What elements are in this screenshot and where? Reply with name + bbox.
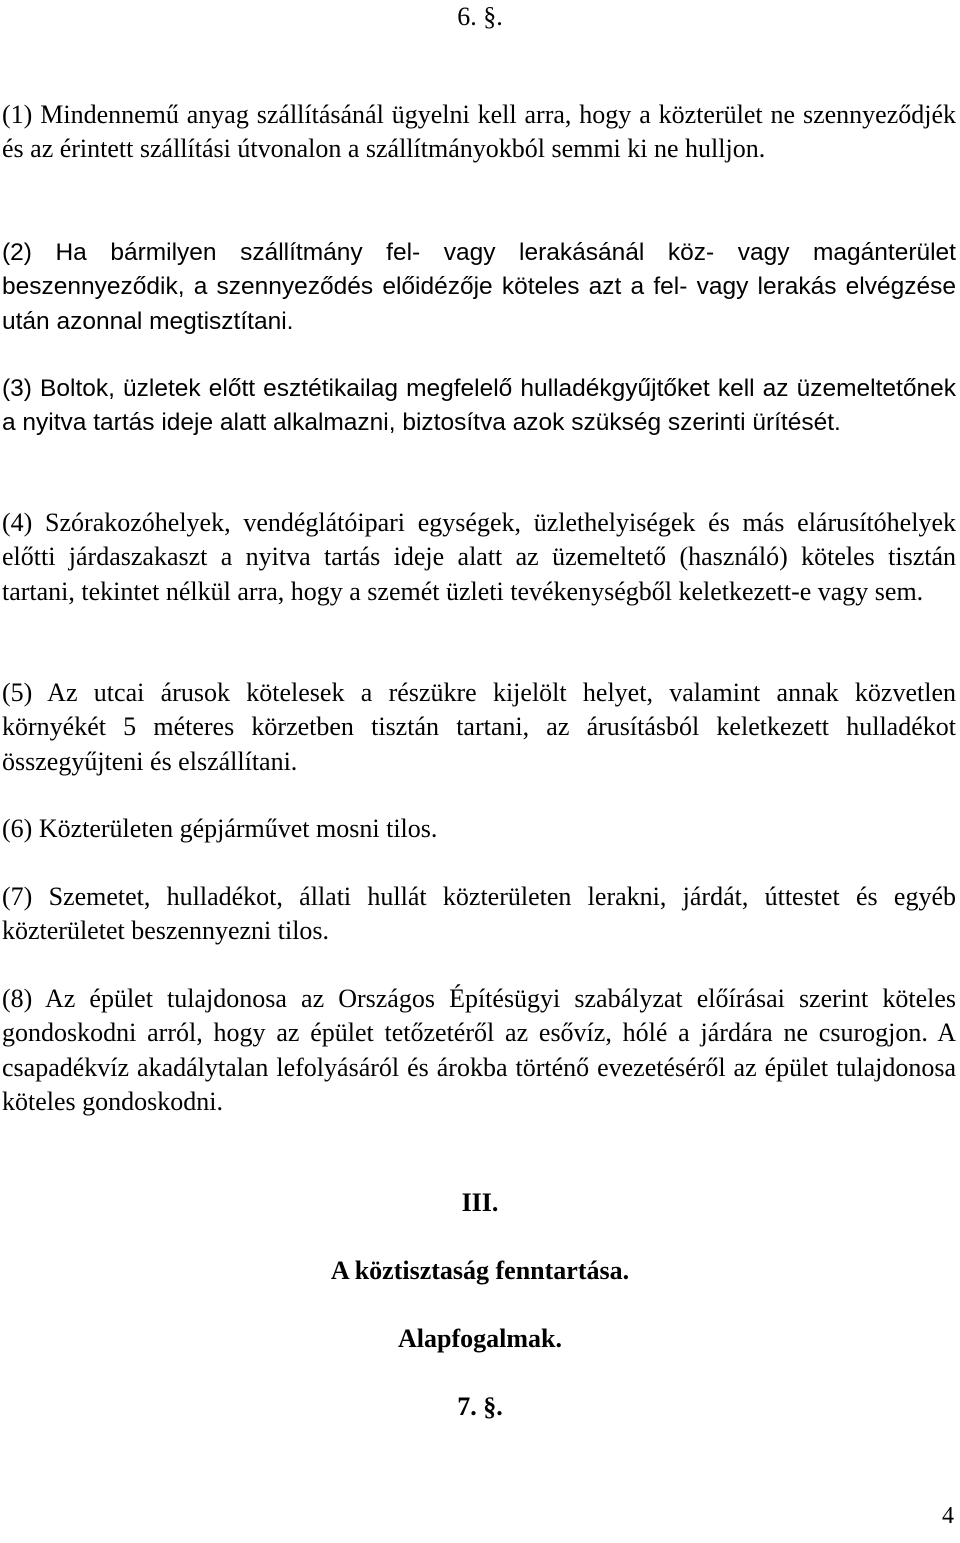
section-heading-6: 6. §.: [457, 2, 503, 31]
page-number: 4: [942, 1503, 954, 1529]
chapter-number: III.: [461, 1188, 499, 1217]
paragraph-1: (1) Mindennemű anyag szállításánál ügyelni kell arra, hogy a közterület ne szennyeződjék és az érintett szállítási útvonalon a szállítmányokból semmi ki ne hulljon.: [2, 100, 956, 164]
paragraph-7: (7) Szemetet, hulladékot, állati hullát közterületen lerakni, járdát, úttestet és egyéb közterületet beszennyezni tilos.: [2, 882, 956, 946]
chapter-title: A köztisztaság fenntartása.: [330, 1256, 630, 1285]
subtitle: Alapfogalmak.: [398, 1324, 562, 1353]
paragraph-4: (4) Szórakozóhelyek, vendéglátóipari egységek, üzlethelyiségek és más elárusítóhelyek előtti járdaszakaszt a nyitva tartás ideje alatt az üzemeltető (használó) köteles tisztán tartani, tekintet nélkül arra, hogy a szemét üzleti tevékenységből keletkezett-e vagy sem.: [2, 508, 956, 606]
paragraph-2: (2) Ha bármilyen szállítmány fel- vagy lerakásánál köz- vagy magánterület beszennyeződik, a szennyeződés előidézője köteles azt a fel- vagy lerakás elvégzése után azonnal megtisztítani.: [2, 239, 956, 335]
paragraph-3: (3) Boltok, üzletek előtt esztétikailag megfelelő hulladékgyűjtőket kell az üzemeltetőnek a nyitva tartás ideje alatt alkalmazni, biztosítva azok szükség szerinti ürítését.: [2, 375, 956, 437]
section-heading-7: 7. §.: [457, 1392, 503, 1421]
paragraph-6: (6) Közterületen gépjárművet mosni tilos.: [2, 814, 438, 843]
paragraph-5: (5) Az utcai árusok kötelesek a részükre kijelölt helyet, valamint annak közvetlen környékét 5 méteres körzetben tisztán tartani, az árusításból keletkezett hulladékot összegyűjteni és elszállítani.: [2, 678, 956, 776]
paragraph-8: (8) Az épület tulajdonosa az Országos Építésügyi szabályzat előírásai szerint köteles gondoskodni arról, hogy az épület tetőzetéről az esővíz, hólé a járdára ne csurogjon. A csapadékvíz akadálytalan lefolyásáról és árokba történő evezetéséről az épület tulajdonosa köteles gondoskodni.: [2, 984, 956, 1117]
